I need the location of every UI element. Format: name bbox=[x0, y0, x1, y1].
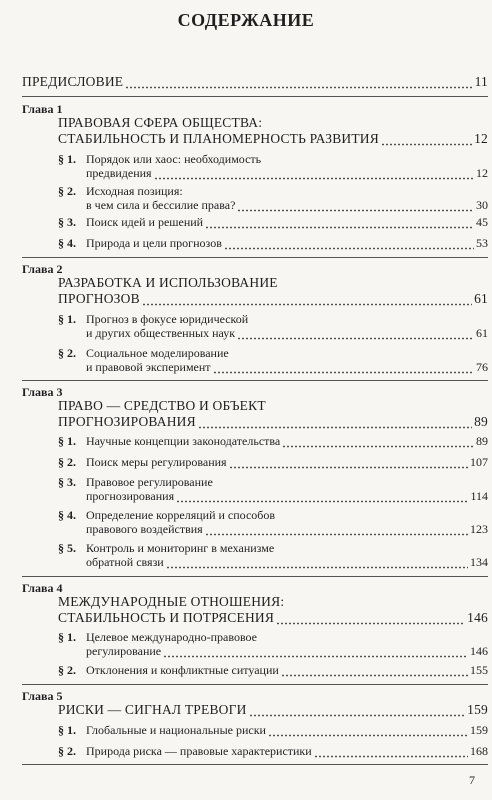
section-title-line: предвидения bbox=[86, 166, 152, 180]
section-number: § 2. bbox=[58, 184, 76, 198]
dot-leader bbox=[314, 746, 468, 758]
section-number: § 3. bbox=[58, 215, 76, 229]
entry-page: 76 bbox=[476, 360, 488, 374]
section-number: § 1. bbox=[58, 152, 76, 166]
chapter-title-line: РИСКИ — СИГНАЛ ТРЕВОГИ bbox=[58, 702, 247, 717]
entry-page: 89 bbox=[476, 434, 488, 448]
section-title-line: в чем сила и бессилие права? bbox=[86, 198, 236, 212]
section-number: § 2. bbox=[58, 663, 76, 677]
toc-entry-section bbox=[86, 723, 488, 737]
chapter-label: Глава 3 bbox=[22, 385, 63, 399]
entry-page: 146 bbox=[470, 644, 488, 658]
chapter-title-line: РАЗРАБОТКА И ИСПОЛЬЗОВАНИЕ bbox=[58, 275, 278, 290]
dot-leader bbox=[281, 665, 468, 677]
dot-leader bbox=[205, 217, 474, 229]
section-title-line: Отклонения и конфликтные ситуации bbox=[86, 663, 279, 677]
dot-leader bbox=[163, 646, 468, 658]
entry-page: 11 bbox=[474, 74, 488, 89]
section-title-line: Социальное моделирование bbox=[86, 346, 229, 360]
toc-entry-section bbox=[86, 360, 488, 374]
chapter-title-line: ПРАВО — СРЕДСТВО И ОБЪЕКТ bbox=[58, 398, 266, 413]
toc-entry-preface bbox=[22, 75, 488, 89]
section-title-line: Целевое международно-правовое bbox=[86, 630, 257, 644]
toc-entry-section bbox=[86, 744, 488, 758]
section-title-line: Определение корреляций и способов bbox=[86, 508, 276, 522]
entry-page: 155 bbox=[470, 663, 488, 677]
dot-leader bbox=[176, 491, 468, 503]
section-number: § 2. bbox=[58, 455, 76, 469]
toc-entry-section bbox=[86, 644, 488, 658]
section-title-line: Природа и цели прогнозов bbox=[86, 236, 222, 250]
toc-entry-section bbox=[86, 434, 488, 448]
toc-entry-section bbox=[86, 663, 488, 677]
toc-entry-section bbox=[86, 522, 488, 536]
entry-page: 45 bbox=[476, 215, 488, 229]
section-number: § 2. bbox=[58, 744, 76, 758]
section-title-line: Научные концепции законодательства bbox=[86, 434, 281, 448]
chapter-label: Глава 5 bbox=[22, 689, 63, 703]
toc-entry-section bbox=[86, 215, 488, 229]
section-title-line: обратной связи bbox=[86, 555, 164, 569]
section-number: § 1. bbox=[58, 630, 76, 644]
toc-entry-section bbox=[86, 455, 488, 469]
section-title-line: Правовое регулирование bbox=[86, 475, 213, 489]
dot-leader bbox=[142, 294, 472, 306]
entry-page: 107 bbox=[470, 455, 488, 469]
section-number: § 4. bbox=[58, 508, 76, 522]
section-number: § 2. bbox=[58, 346, 76, 360]
dot-leader bbox=[224, 238, 474, 250]
chapter-title-line: СТАБИЛЬНОСТЬ И ПЛАНОМЕРНОСТЬ РАЗВИТИЯ bbox=[58, 131, 379, 146]
dot-leader bbox=[166, 557, 468, 569]
dot-leader bbox=[381, 134, 472, 146]
chapter-title-line: МЕЖДУНАРОДНЫЕ ОТНОШЕНИЯ: bbox=[58, 594, 285, 609]
chapter-title-line: ПРАВОВАЯ СФЕРА ОБЩЕСТВА: bbox=[58, 115, 263, 130]
section-title-line: Глобальные и национальные риски bbox=[86, 723, 266, 737]
dot-leader bbox=[268, 725, 468, 737]
section-title-line: и других общественных наук bbox=[86, 326, 236, 340]
section-title-line: правового воздействия bbox=[86, 522, 203, 536]
entry-page: 159 bbox=[467, 702, 488, 717]
entry-page: 30 bbox=[476, 198, 488, 212]
divider bbox=[22, 380, 488, 381]
entry-page: 89 bbox=[474, 414, 488, 429]
entry-page: 53 bbox=[476, 236, 488, 250]
section-title-line: Поиск идей и решений bbox=[86, 215, 204, 229]
divider bbox=[22, 257, 488, 258]
section-title-line: и правовой эксперимент bbox=[86, 360, 211, 374]
dot-leader bbox=[198, 417, 472, 429]
section-number: § 5. bbox=[58, 541, 76, 555]
dot-leader bbox=[205, 524, 468, 536]
section-number: § 1. bbox=[58, 434, 76, 448]
section-title-line: Природа риска — правовые характеристики bbox=[86, 744, 312, 758]
toc-entry-chapter bbox=[58, 292, 488, 306]
toc-entry-section bbox=[86, 236, 488, 250]
entry-page: 159 bbox=[470, 723, 488, 737]
chapter-label: Глава 2 bbox=[22, 262, 63, 276]
entry-page: 123 bbox=[470, 522, 488, 536]
section-title-line: Прогноз в фокусе юридической bbox=[86, 312, 249, 326]
chapter-title-line: ПРОГНОЗОВ bbox=[58, 291, 140, 306]
section-title-line: регулирование bbox=[86, 644, 162, 658]
page-number: 7 bbox=[469, 773, 475, 787]
section-number: § 1. bbox=[58, 723, 76, 737]
entry-title: ПРЕДИСЛОВИЕ bbox=[22, 74, 124, 89]
entry-page: 12 bbox=[476, 166, 488, 180]
chapter-label: Глава 4 bbox=[22, 581, 63, 595]
dot-leader bbox=[237, 328, 474, 340]
dot-leader bbox=[125, 77, 472, 89]
section-number: § 3. bbox=[58, 475, 76, 489]
toc-entry-section bbox=[86, 555, 488, 569]
dot-leader bbox=[282, 436, 474, 448]
toc-entry-chapter bbox=[58, 703, 488, 717]
divider bbox=[22, 684, 488, 685]
toc-entry-chapter bbox=[58, 611, 488, 625]
toc-entry-chapter bbox=[58, 415, 488, 429]
section-title-line: Порядок или хаос: необходимость bbox=[86, 152, 262, 166]
entry-page: 114 bbox=[470, 489, 488, 503]
chapter-label: Глава 1 bbox=[22, 102, 63, 116]
entry-page: 61 bbox=[476, 326, 488, 340]
section-number: § 4. bbox=[58, 236, 76, 250]
entry-page: 146 bbox=[467, 610, 488, 625]
toc-entry-section bbox=[86, 198, 488, 212]
entry-page: 134 bbox=[470, 555, 488, 569]
page-title: СОДЕРЖАНИЕ bbox=[177, 10, 315, 30]
section-title-line: прогнозирования bbox=[86, 489, 175, 503]
section-title-line: Поиск меры регулирования bbox=[86, 455, 227, 469]
divider bbox=[22, 764, 488, 765]
entry-page: 12 bbox=[474, 131, 488, 146]
section-title-line: Исходная позиция: bbox=[86, 184, 183, 198]
dot-leader bbox=[276, 613, 465, 625]
entry-page: 168 bbox=[470, 744, 488, 758]
divider bbox=[22, 576, 488, 577]
dot-leader bbox=[237, 200, 474, 212]
dot-leader bbox=[213, 362, 474, 374]
toc-entry-section bbox=[86, 166, 488, 180]
toc-entry-section bbox=[86, 489, 488, 503]
entry-page: 61 bbox=[474, 291, 488, 306]
dot-leader bbox=[154, 168, 474, 180]
divider bbox=[22, 96, 488, 97]
toc-entry-chapter bbox=[58, 132, 488, 146]
dot-leader bbox=[229, 457, 468, 469]
section-title-line: Контроль и мониторинг в механизме bbox=[86, 541, 275, 555]
toc-entry-section bbox=[86, 326, 488, 340]
chapter-title-line: ПРОГНОЗИРОВАНИЯ bbox=[58, 414, 196, 429]
chapter-title-line: СТАБИЛЬНОСТЬ И ПОТРЯСЕНИЯ bbox=[58, 610, 275, 625]
dot-leader bbox=[249, 705, 466, 717]
section-number: § 1. bbox=[58, 312, 76, 326]
